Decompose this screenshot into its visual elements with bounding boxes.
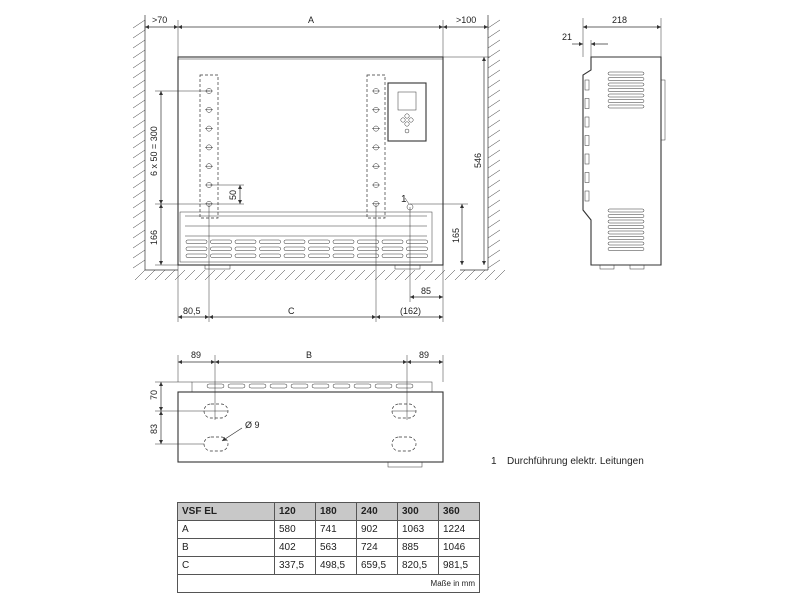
table-cell: B <box>178 539 275 557</box>
table-header-cell: 120 <box>275 503 316 521</box>
front-view <box>133 15 505 322</box>
table-row <box>178 539 480 557</box>
grille-slot <box>382 247 403 251</box>
table-cell: 563 <box>316 539 357 557</box>
dim-hole-diameter: Ø 9 <box>245 420 260 430</box>
grille-slot <box>284 247 305 251</box>
dim-hole-83: 83 <box>149 423 159 434</box>
dim-bottom-right-89: 89 <box>419 350 430 360</box>
table-cell: 1046 <box>439 539 480 557</box>
dim-right-offset: (162) <box>400 306 422 316</box>
grille-slot <box>382 254 403 258</box>
control-button-icon <box>405 122 409 126</box>
control-button-icon <box>405 114 409 118</box>
table-cell: 981,5 <box>439 557 480 575</box>
side-rail-mark <box>585 80 589 90</box>
bottom-grille-slot <box>291 384 308 388</box>
table-cell: 402 <box>275 539 316 557</box>
grille-slot <box>358 240 379 244</box>
side-rail-mark <box>585 173 589 183</box>
grille-slot <box>358 254 379 258</box>
side-foot <box>600 265 614 269</box>
table-cell: C <box>178 557 275 575</box>
side-vent-slot <box>608 248 644 251</box>
table-row <box>178 521 480 539</box>
side-rail-mark <box>585 191 589 201</box>
dim-bottom-left-89: 89 <box>191 350 202 360</box>
table-cell: A <box>178 521 275 539</box>
side-vent-slot <box>608 89 644 92</box>
table-cell: 885 <box>398 539 439 557</box>
foot-right <box>395 265 420 269</box>
grille-slot <box>284 240 305 244</box>
side-vent-slot <box>608 78 644 81</box>
table-cell: 820,5 <box>398 557 439 575</box>
grille-slot <box>211 247 232 251</box>
mounting-rail-right <box>367 75 385 218</box>
appliance-bottom-body <box>178 392 443 462</box>
side-rail-mark <box>585 136 589 146</box>
bottom-view <box>149 350 443 467</box>
legend <box>491 456 644 467</box>
table-cell: 1224 <box>439 521 480 539</box>
side-vent-slot <box>608 105 644 108</box>
bottom-cable-box <box>388 462 422 467</box>
table-header-row <box>178 503 480 521</box>
side-control-edge <box>661 80 665 140</box>
table-header-cell: 360 <box>439 503 480 521</box>
bottom-grille-slot <box>354 384 371 388</box>
bottom-grille-slot <box>249 384 266 388</box>
dim-feed-offset-85: 85 <box>421 286 432 296</box>
side-vent-slot <box>608 242 644 245</box>
grille-slot <box>235 254 256 258</box>
dim-left-gap: >70 <box>152 15 168 25</box>
grille-slot <box>407 247 428 251</box>
side-vent-slot <box>608 231 644 234</box>
control-button-icon <box>405 129 409 133</box>
side-foot <box>630 265 644 269</box>
marker-1: 1 <box>401 194 407 205</box>
grille-slot <box>186 254 207 258</box>
side-view <box>562 15 665 269</box>
dimension-table <box>177 502 480 593</box>
grille-slot <box>235 247 256 251</box>
table-cell: 337,5 <box>275 557 316 575</box>
table-cell: 580 <box>275 521 316 539</box>
bottom-grille-slot <box>375 384 392 388</box>
side-vent-slot <box>608 72 644 75</box>
dim-width-a: A <box>308 15 315 25</box>
mounting-rail-left <box>200 75 218 218</box>
bottom-grille-slot <box>396 384 413 388</box>
dim-offset-21: 21 <box>562 32 573 42</box>
table-cell: 741 <box>316 521 357 539</box>
table-cell: 498,5 <box>316 557 357 575</box>
table-row <box>178 557 480 575</box>
dim-height-546: 546 <box>473 152 483 168</box>
grille-slot <box>309 247 330 251</box>
table-cell: 902 <box>357 521 398 539</box>
air-grille <box>180 212 432 262</box>
bottom-grille-slot <box>312 384 329 388</box>
dim-feed-height-165: 165 <box>451 227 461 243</box>
bottom-grille-slot <box>228 384 245 388</box>
bottom-grille-slot <box>270 384 287 388</box>
side-vent-slot <box>608 237 644 240</box>
grille-slot <box>260 240 281 244</box>
table-cell: 1063 <box>398 521 439 539</box>
grille-slot <box>309 240 330 244</box>
grille-slot <box>235 240 256 244</box>
legend-text: Durchführung elektr. Leitungen <box>507 456 644 467</box>
table-header-cell: 240 <box>357 503 398 521</box>
bottom-grille-slot <box>333 384 350 388</box>
side-rail-mark <box>585 117 589 127</box>
dim-bottom-b: B <box>306 350 313 360</box>
grille-slot <box>309 254 330 258</box>
grille-slot <box>260 254 281 258</box>
dim-rail-distance-c: C <box>288 306 295 316</box>
dim-depth-70: 70 <box>149 389 159 400</box>
control-button-icon <box>401 118 405 122</box>
side-vent-slot <box>608 220 644 223</box>
grille-slot <box>358 247 379 251</box>
dim-depth-218: 218 <box>612 15 628 25</box>
grille-slot <box>333 240 354 244</box>
grille-slot <box>284 254 305 258</box>
table-header-cell: 180 <box>316 503 357 521</box>
grille-slot <box>186 240 207 244</box>
control-panel <box>388 83 426 141</box>
grille-slot <box>333 254 354 258</box>
grille-slot <box>260 247 281 251</box>
dim-step-50: 50 <box>228 189 238 200</box>
grille-slot <box>211 254 232 258</box>
grille-slot <box>407 240 428 244</box>
grille-slot <box>382 240 403 244</box>
table-cell: 724 <box>357 539 398 557</box>
side-vent-slot <box>608 215 644 218</box>
side-vent-slot <box>608 100 644 103</box>
side-vent-slot <box>608 83 644 86</box>
side-rail-mark <box>585 99 589 109</box>
grille-slot <box>186 247 207 251</box>
table-footer-row <box>178 575 480 593</box>
grille-slot <box>211 240 232 244</box>
side-rail-mark <box>585 154 589 164</box>
dim-right-gap: >100 <box>456 15 477 25</box>
control-display <box>398 92 416 110</box>
grille-slot <box>333 247 354 251</box>
side-vent-slot <box>608 209 644 212</box>
side-vent-slot <box>608 226 644 229</box>
table-cell: 659,5 <box>357 557 398 575</box>
keyhole-slot <box>392 437 416 451</box>
grille-slot <box>407 254 428 258</box>
control-button-icon <box>409 118 413 122</box>
table-unit-note: Maße in mm <box>178 575 480 593</box>
table-header-cell: VSF EL <box>178 503 275 521</box>
side-vent-slot <box>608 94 644 97</box>
table-header-cell: 300 <box>398 503 439 521</box>
dim-base-166: 166 <box>149 229 159 245</box>
legend-number: 1 <box>491 456 497 467</box>
dim-hole-spacing: 6 x 50 = 300 <box>149 126 159 176</box>
dim-left-offset: 80,5 <box>183 306 201 316</box>
bottom-grille-slot <box>207 384 224 388</box>
